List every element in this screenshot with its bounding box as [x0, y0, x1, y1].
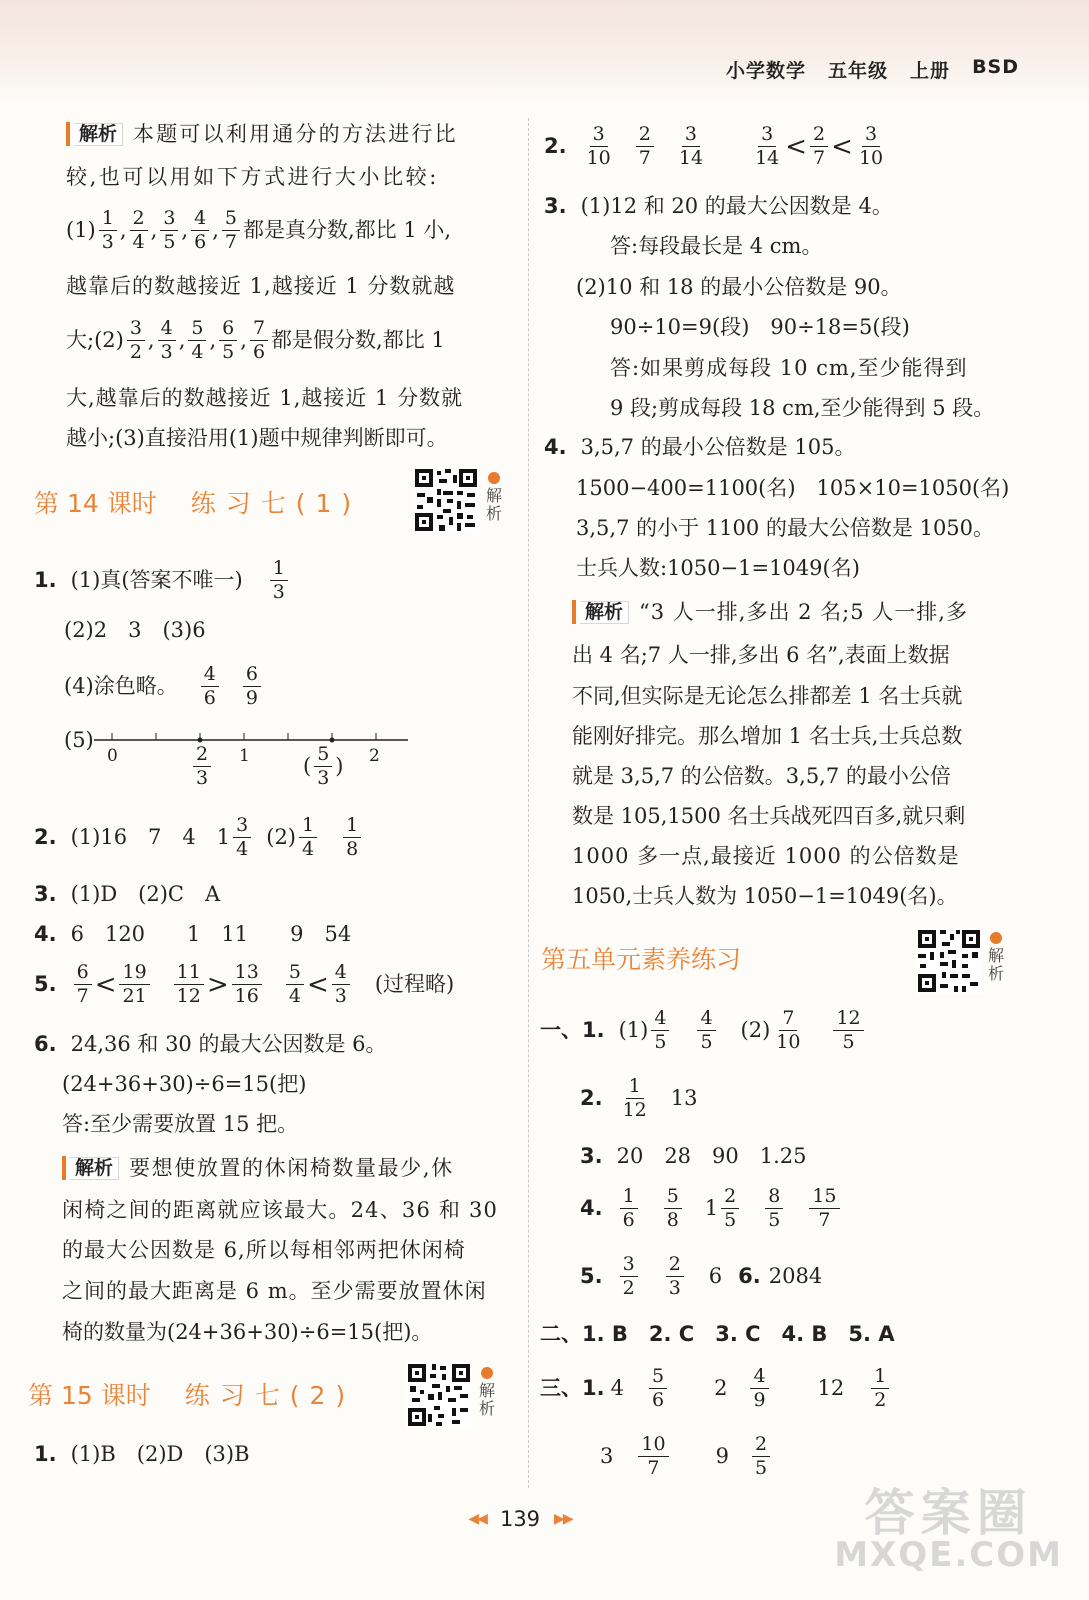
l14-q6-analysis4: 之间的最大距离是 6 m。至少需要放置休闲 — [62, 1279, 487, 1303]
u5-s3-row2: 3 10 7 9 2 5 — [600, 1434, 773, 1480]
l14-q6-line2: (24+36+30)÷6=15(把) — [62, 1072, 307, 1096]
next-arrows-icon: ▶▶ — [554, 1511, 572, 1527]
r-q4-line1: 4. 3,5,7 的最小公倍数是 105。 — [544, 435, 856, 459]
analysis-intro-line3: (1) 1 3 , 2 4 , 3 5 , 4 6 , 5 7 都是真分数,都比 1 小, — [66, 207, 452, 254]
u5-s1-q1: 一、1. (1) 4 5 4 5 (2) 7 10 12 5 — [540, 1008, 867, 1054]
fraction: 7 6 — [250, 318, 268, 364]
fraction: 4 3 — [158, 318, 176, 364]
fraction: 4 6 — [201, 664, 219, 710]
nl-label-2: 2 — [369, 746, 380, 766]
r-q4-analysis5: 就是 3,5,7 的公倍数。3,5,7 的最小公倍 — [572, 764, 951, 788]
l14-q1-part4: (4)涂色略。 4 6 6 9 — [64, 664, 264, 710]
number-line — [94, 725, 414, 795]
r-q3-line2: 答:每段最长是 4 cm。 — [610, 234, 823, 258]
fraction: 5 7 — [222, 208, 240, 254]
l14-q4: 4. 6 120 1 11 9 54 — [34, 922, 352, 946]
qr-code-icon[interactable] — [916, 928, 982, 994]
lesson-14-title: 第 14 课时 练习七(1) — [34, 489, 362, 518]
watermark: 答案圈 MXQE.COM — [834, 1484, 1063, 1575]
r-q4-analysis4: 能刚好排完。那么增加 1 名士兵,士兵总数 — [572, 724, 963, 748]
fraction: 1 4 — [299, 815, 317, 861]
r-q3-line3: (2)10 和 18 的最小公倍数是 90。 — [576, 275, 902, 299]
fraction: 5 4 — [188, 318, 206, 364]
l14-q1: 1. (1)真(答案不唯一) 1 3 — [34, 558, 291, 604]
lesson-15-title: 第 15 课时 练习七(2) — [28, 1381, 356, 1410]
r-q4-analysis8: 1050,士兵人数为 1050−1=1049(名)。 — [572, 884, 958, 908]
analysis-intro-line2: 较,也可以用如下方式进行大小比较: — [66, 165, 439, 189]
fraction: 4 6 — [191, 208, 209, 254]
u5-s1-q4: 4. 1 6 5 8 1 2 5 8 5 15 7 — [580, 1186, 843, 1232]
fraction: 1 3 — [99, 208, 117, 254]
qr-label: 解 析 — [986, 932, 1006, 984]
fraction: 6 5 — [219, 318, 237, 364]
r-q4-analysis7: 1000 多一点,最接近 1000 的公倍数是 — [572, 844, 960, 868]
fraction: 2 4 — [130, 208, 148, 254]
fraction: 6 9 — [243, 664, 261, 710]
page-header — [726, 56, 1019, 83]
analysis-intro-line1: 解析 本题可以利用通分的方法进行比 — [66, 122, 458, 146]
analysis-tag: 解析 — [62, 1156, 119, 1180]
play-icon — [481, 1367, 493, 1379]
analysis-intro-line4: 越靠后的数越接近 1,越接近 1 分数就越 — [66, 274, 456, 298]
r-q3-line1: 3. (1)12 和 20 的最大公因数是 4。 — [544, 194, 893, 218]
l14-q6-line1: 6. 24,36 和 30 的最大公因数是 6。 — [34, 1032, 387, 1056]
r-q2: 2. 3 10 2 7 3 14 3 14 < 2 7 < 3 10 — [544, 123, 884, 170]
l15-q1: 1. (1)B (2)D (3)B — [34, 1442, 250, 1466]
l14-q5: 5. 6 7 < 19 21 11 12 > 13 16 5 4 < 4 3 (过程略) — [34, 961, 455, 1008]
r-q4-analysis1: 解析 “3 人一排,多出 2 名;5 人一排,多 — [572, 600, 968, 624]
qr-code-icon[interactable] — [406, 1362, 472, 1428]
l14-q6-line3: 答:至少需要放置 15 把。 — [62, 1112, 299, 1136]
u5-s1-q5: 5. 3 2 2 3 6 6. 2084 — [580, 1253, 823, 1300]
l14-q6-analysis1: 解析 要想使放置的休闲椅数量最少,休 — [62, 1156, 454, 1180]
column-divider — [528, 118, 529, 1488]
fraction: 3 2 — [127, 318, 145, 364]
qr-code-icon[interactable] — [413, 467, 479, 533]
analysis-tag: 解析 — [66, 122, 123, 146]
l14-q6-analysis2: 闲椅之间的距离就应该最大。24、36 和 30 — [62, 1198, 499, 1222]
analysis-tag: 解析 — [572, 600, 629, 624]
l14-q6-analysis3: 的最大公因数是 6,所以每相邻两把休闲椅 — [62, 1238, 466, 1262]
r-q4-analysis6: 数是 105,1500 名士兵战死四百多,就只剩 — [572, 804, 966, 828]
nl-label-1: 1 — [239, 746, 250, 766]
qr-label: 解 析 — [477, 1367, 497, 1419]
r-q4-analysis2: 出 4 名;7 人一排,多出 6 名”,表面上数据 — [572, 643, 950, 667]
u5-s2: 二、1. B 2. C 3. C 4. B 5. A — [540, 1322, 895, 1346]
l14-q3: 3. (1)D (2)C A — [34, 882, 221, 906]
header-grade: 五年级 — [828, 60, 889, 82]
nl-label-0: 0 — [107, 746, 118, 766]
analysis-intro-line6: 大,越靠后的数越接近 1,越接近 1 分数就 — [66, 386, 464, 410]
nl-frac-5-3: ( 5 3 ) — [303, 743, 344, 790]
r-q4-line3: 3,5,7 的小于 1100 的最大公倍数是 1050。 — [576, 516, 995, 540]
l14-q6-analysis5: 椅的数量为(24+36+30)÷6=15(把)。 — [62, 1320, 433, 1344]
analysis-intro-line7: 越小;(3)直接沿用(1)题中规律判断即可。 — [66, 426, 448, 450]
l14-q2: 2. (1)16 7 4 1 3 4 (2) 1 4 1 8 — [34, 815, 364, 861]
analysis-intro-line5: 大;(2) 3 2 , 4 3 , 5 4 , 6 5 , 7 6 都是假分数,都比 1 — [66, 317, 445, 364]
r-q3-line5: 答:如果剪成每段 10 cm,至少能得到 — [610, 356, 968, 380]
fraction: 1 8 — [343, 815, 361, 861]
header-volume: 上册 — [910, 60, 951, 82]
r-q4-line4: 士兵人数:1050−1=1049(名) — [576, 556, 860, 580]
play-icon — [488, 472, 500, 484]
play-icon — [990, 932, 1002, 944]
r-q3-line6: 9 段;剪成每段 18 cm,至少能得到 5 段。 — [610, 396, 995, 420]
r-q4-analysis3: 不同,但实际是无论怎么排都差 1 名士兵就 — [572, 684, 963, 708]
u5-s1-q2: 2. 1 12 13 — [580, 1075, 698, 1122]
header-subject: 小学数学 — [726, 60, 807, 82]
u5-s1-q3: 3. 20 28 90 1.25 — [580, 1144, 807, 1168]
r-q3-line4: 90÷10=9(段) 90÷18=5(段) — [610, 315, 910, 339]
page-number: ◀◀ 139 ▶▶ — [468, 1507, 572, 1531]
fraction: 3 5 — [160, 208, 178, 254]
l14-q1-part5-label: (5) — [64, 728, 94, 752]
r-q4-line2: 1500−400=1100(名) 105×10=1050(名) — [576, 476, 1010, 500]
fraction: 3 4 — [233, 815, 251, 861]
qr-label: 解 析 — [484, 472, 504, 524]
header-band — [0, 0, 1089, 105]
header-edition: BSD — [972, 56, 1019, 78]
fraction: 1 3 — [270, 558, 288, 604]
prev-arrows-icon: ◀◀ — [468, 1511, 486, 1527]
nl-frac-2-3: 2 3 — [190, 744, 214, 790]
unit-5-title: 第五单元素养练习 — [541, 945, 742, 974]
l14-q1-part2: (2)2 3 (3)6 — [64, 618, 206, 642]
u5-s3-row1: 三、1. 4 5 6 2 4 9 12 1 2 — [540, 1366, 892, 1412]
